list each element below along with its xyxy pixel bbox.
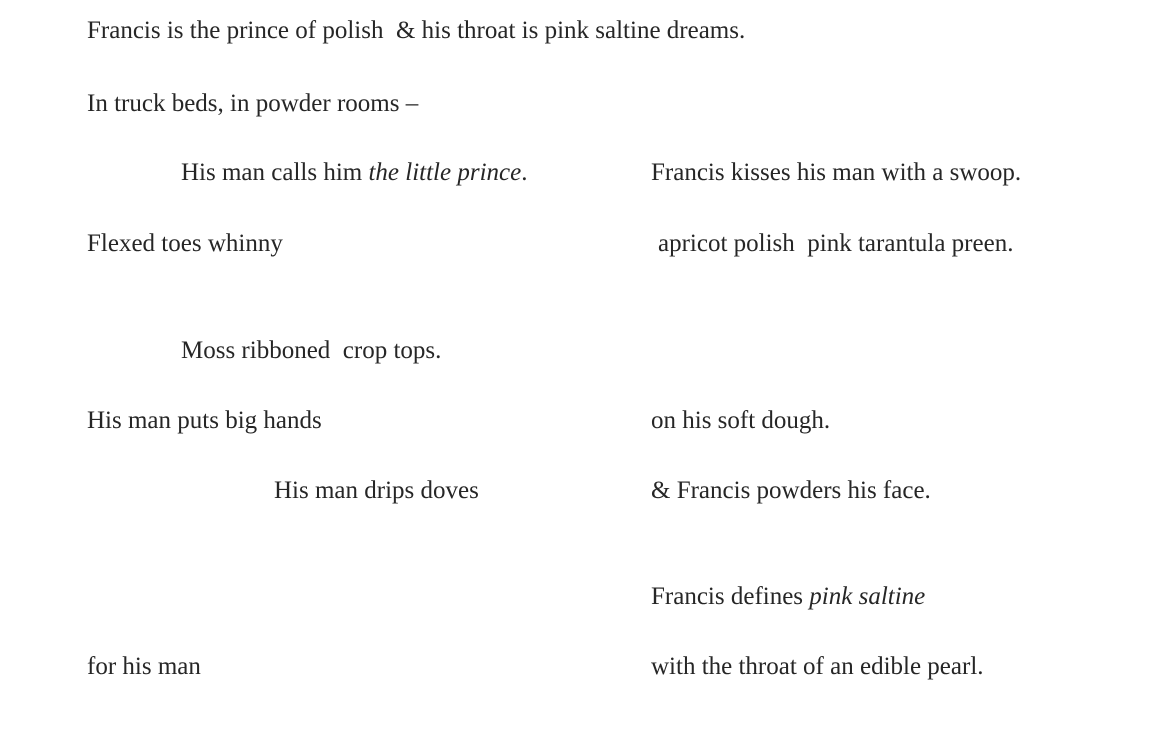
poem-line-2: In truck beds, in powder rooms – [87, 90, 419, 117]
poem-line-6-left: His man puts big hands [87, 407, 322, 434]
poem-line-4-left: Flexed toes whinny [87, 230, 283, 257]
poem-line-5: Moss ribboned crop tops. [181, 337, 442, 364]
poem-line-1: Francis is the prince of polish & his throat is pink saltine dreams. [87, 17, 746, 44]
poem-line-4-right: apricot polish pink tarantula preen. [658, 230, 1014, 257]
poem-line-3-left [181, 160, 527, 185]
poem-line-3-left-suffix: . [521, 159, 528, 186]
poem-line-8-text: Francis defines [651, 583, 810, 610]
poem-line-9-left: for his man [87, 653, 201, 680]
poem-line-3-right: Francis kisses his man with a swoop. [651, 159, 1022, 186]
poem-line-8-italic: pink saltine [809, 583, 926, 610]
poem-line-9-right: with the throat of an edible pearl. [651, 653, 984, 680]
poem-line-7-left: His man drips doves [274, 477, 479, 504]
poem-line-7-right: & Francis powders his face. [651, 477, 931, 504]
poem-line-8 [651, 584, 925, 609]
poem-line-6-right: on his soft dough. [651, 407, 831, 434]
poem-line-3-left-italic: the little prince [368, 159, 522, 186]
poem-line-3-left-text: His man calls him [181, 159, 369, 186]
